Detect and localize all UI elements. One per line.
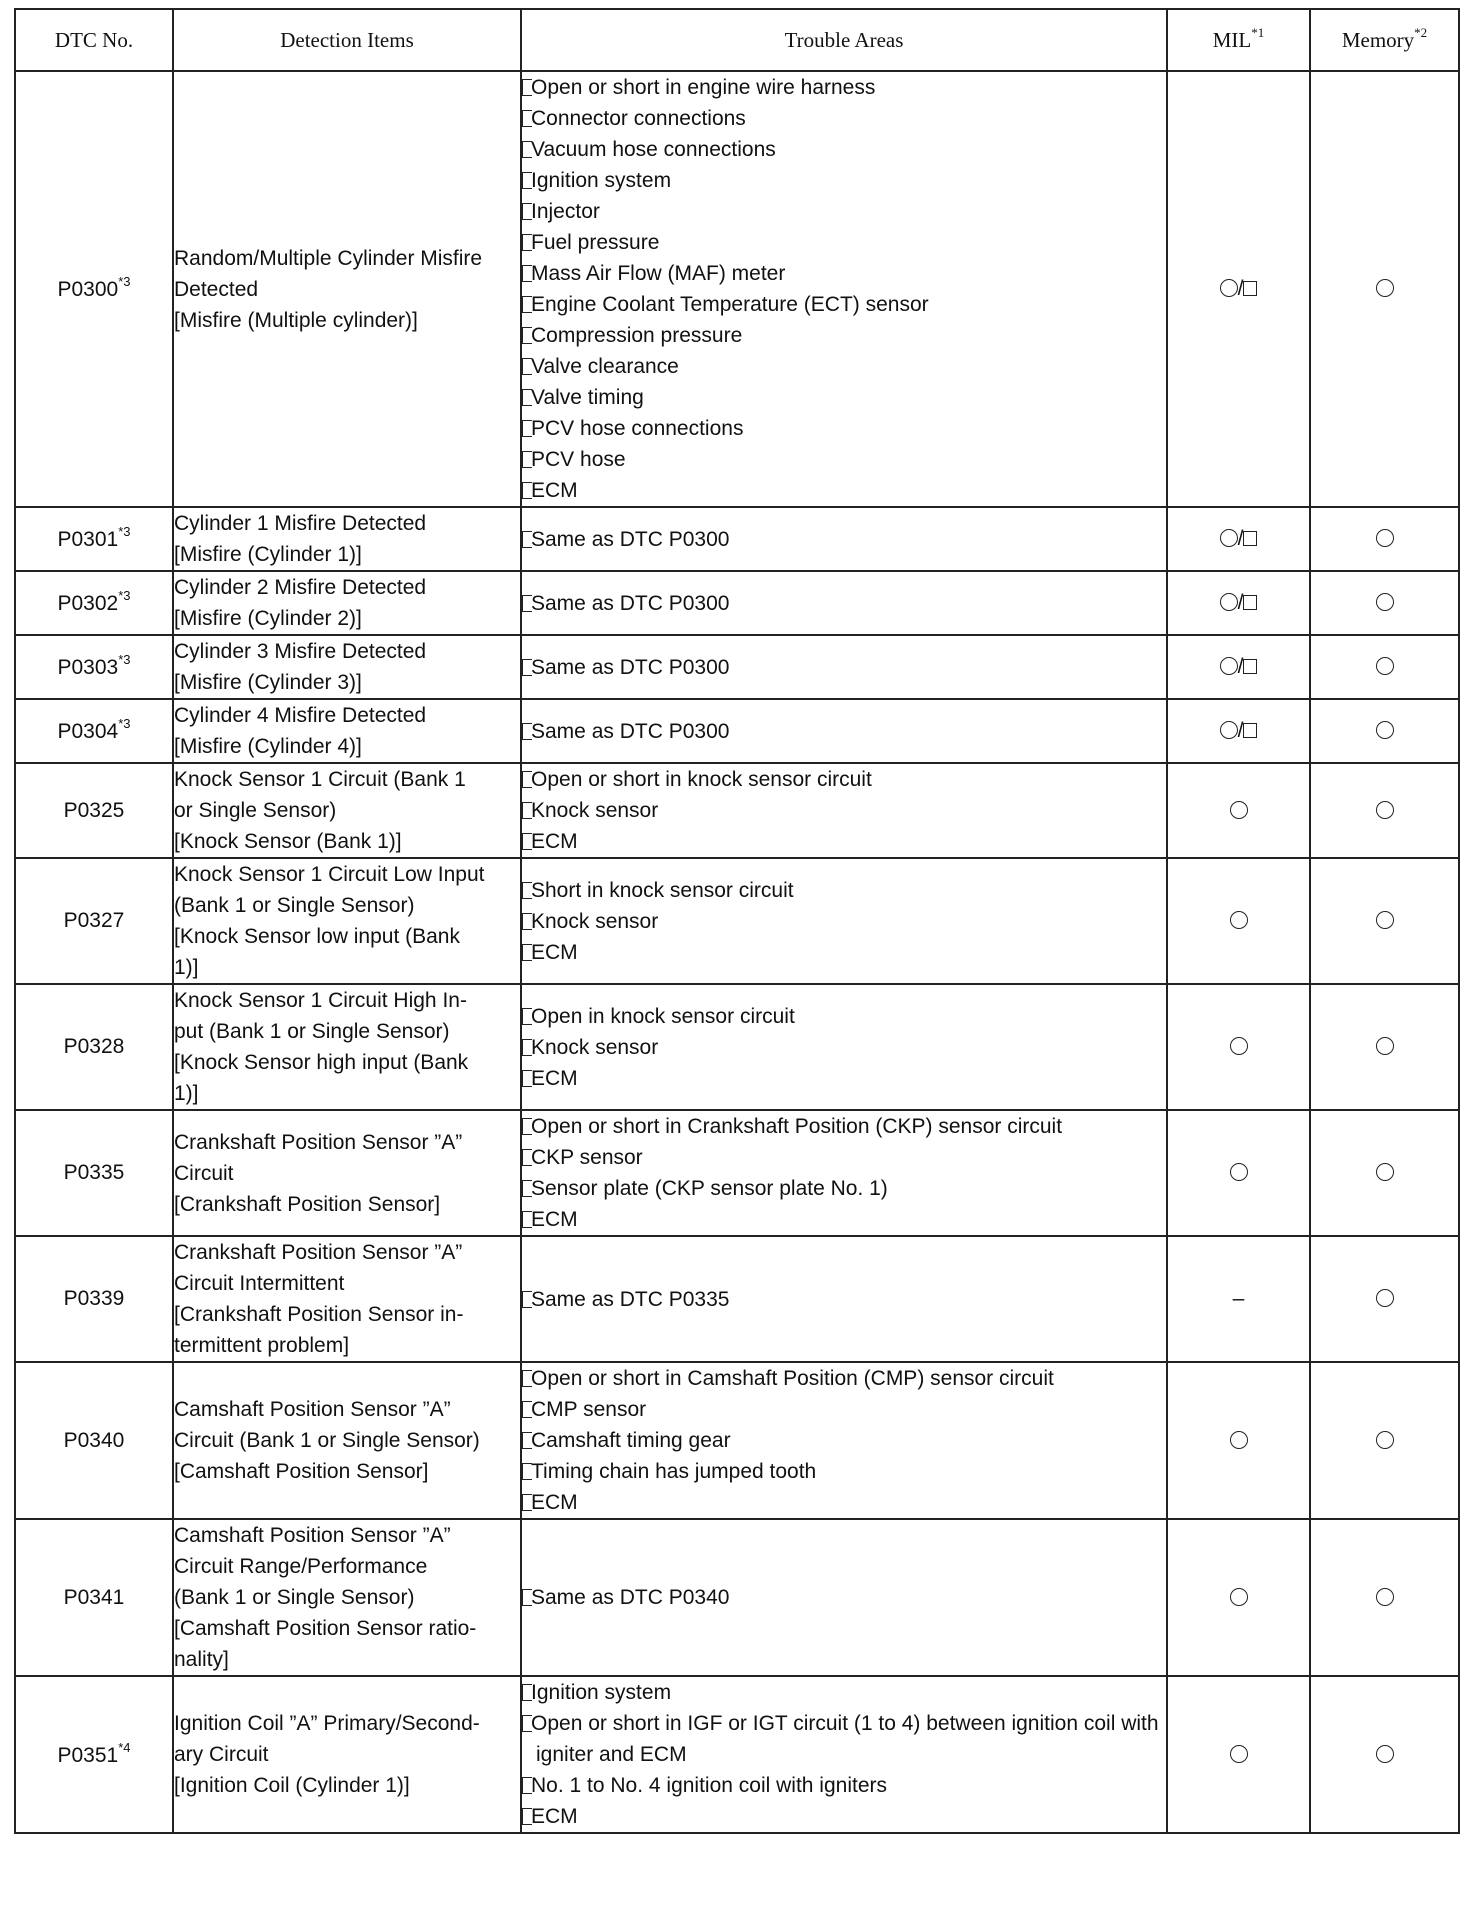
circle-icon	[1376, 593, 1394, 611]
dtc-code: P0339	[63, 1287, 125, 1310]
memory-mark	[1376, 1429, 1394, 1452]
detection-line: Camshaft Position Sensor ”A”	[174, 1524, 451, 1547]
trouble-item	[522, 475, 1166, 506]
trouble-item	[522, 875, 1166, 906]
trouble-item	[522, 1456, 1166, 1487]
memory-mark	[1376, 1586, 1394, 1609]
dtc-code: P0302	[57, 592, 119, 615]
trouble-item-text: Compression pressure	[531, 324, 743, 347]
trouble-item-text: Open or short in engine wire harness	[531, 76, 876, 99]
circle-icon	[1230, 1163, 1248, 1181]
detection-line: Circuit Intermittent	[174, 1272, 345, 1295]
trouble-item	[522, 937, 1166, 968]
mil-mark	[1230, 1035, 1248, 1058]
mil-cell	[1167, 507, 1310, 571]
detection-line: Knock Sensor 1 Circuit (Bank 1	[174, 768, 466, 791]
mil-mark	[1220, 655, 1258, 678]
circle-icon	[1220, 593, 1238, 611]
trouble-cell	[521, 1110, 1167, 1236]
trouble-item	[522, 1032, 1166, 1063]
slash-separator: /	[1237, 719, 1244, 742]
header-mil: MIL$^{*1}$	[1167, 9, 1310, 71]
trouble-cell	[521, 635, 1167, 699]
detection-cell	[173, 763, 521, 858]
trouble-item	[522, 1770, 1166, 1801]
mil-mark	[1233, 1287, 1245, 1310]
table-row	[15, 1236, 1459, 1362]
trouble-item-text: Knock sensor	[531, 1035, 659, 1059]
trouble-item	[522, 1487, 1166, 1518]
trouble-cell	[521, 71, 1167, 507]
memory-cell	[1310, 763, 1459, 858]
dtc-footnote: *3	[118, 652, 131, 667]
square-icon	[1243, 659, 1257, 674]
mil-mark	[1220, 591, 1258, 614]
trouble-item-text: Knock sensor	[531, 909, 659, 933]
mil-cell	[1167, 1676, 1310, 1833]
dtc-code: P0335	[63, 1161, 125, 1184]
trouble-item	[522, 1173, 1166, 1204]
trouble-item-text: Timing chain has jumped tooth	[531, 1460, 817, 1483]
mil-cell	[1167, 763, 1310, 858]
circle-icon	[1376, 801, 1394, 819]
dtc-code: P0301	[57, 528, 119, 551]
detection-line: termittent problem]	[174, 1334, 350, 1357]
dtc-cell	[15, 984, 173, 1110]
trouble-item-text: ECM	[531, 1805, 578, 1828]
trouble-item-text: Valve timing	[531, 386, 644, 409]
detection-cell	[173, 635, 521, 699]
trouble-item-text: Open or short in knock sensor circuit	[531, 768, 872, 791]
detection-line: Random/Multiple Cylinder Misfire	[174, 246, 483, 270]
mil-cell	[1167, 699, 1310, 763]
dtc-cell	[15, 571, 173, 635]
dtc-footnote: *4	[118, 1739, 131, 1755]
dtc-cell	[15, 507, 173, 571]
trouble-item-text: ECM	[531, 940, 578, 964]
detection-line: Detected	[174, 277, 259, 301]
trouble-item-text: ECM	[531, 830, 578, 853]
circle-icon	[1220, 529, 1238, 547]
trouble-item	[522, 72, 1166, 103]
circle-icon	[1376, 1588, 1394, 1606]
dtc-cell	[15, 1236, 173, 1362]
detection-line: [Camshaft Position Sensor ratio-	[174, 1617, 477, 1640]
memory-cell	[1310, 1676, 1459, 1833]
dtc-code: P0351	[57, 1743, 119, 1767]
trouble-item-text: Engine Coolant Temperature (ECT) sensor	[531, 293, 929, 316]
trouble-item	[522, 826, 1166, 857]
memory-cell	[1310, 507, 1459, 571]
table-row	[15, 635, 1459, 699]
circle-icon	[1230, 1588, 1248, 1606]
square-icon	[1243, 723, 1257, 738]
dash-mark: –	[1232, 1287, 1245, 1310]
circle-icon	[1376, 721, 1394, 739]
trouble-item	[522, 795, 1166, 826]
dtc-code: P0303	[57, 656, 119, 679]
dtc-cell	[15, 71, 173, 507]
detection-line: [Misfire (Cylinder 1)]	[174, 543, 362, 566]
header-detection-items: Detection Items	[173, 9, 521, 71]
table-row	[15, 858, 1459, 984]
detection-cell	[173, 858, 521, 984]
trouble-item	[522, 588, 1166, 619]
memory-mark	[1376, 655, 1394, 678]
mil-cell	[1167, 858, 1310, 984]
detection-cell	[173, 71, 521, 507]
mil-mark	[1220, 527, 1258, 550]
detection-line: [Ignition Coil (Cylinder 1)]	[174, 1774, 410, 1797]
detection-line: nality]	[174, 1648, 229, 1671]
memory-cell	[1310, 858, 1459, 984]
trouble-item	[522, 444, 1166, 475]
memory-mark	[1376, 591, 1394, 614]
trouble-item	[522, 1111, 1166, 1142]
table-row	[15, 1676, 1459, 1833]
trouble-item-text: Connector connections	[531, 107, 746, 130]
detection-cell	[173, 1519, 521, 1676]
trouble-item	[522, 1582, 1166, 1613]
mil-cell	[1167, 1362, 1310, 1519]
table-row	[15, 763, 1459, 858]
circle-icon	[1230, 1037, 1248, 1055]
memory-cell	[1310, 1236, 1459, 1362]
trouble-cell	[521, 858, 1167, 984]
detection-line: Ignition Coil ”A” Primary/Second-	[174, 1712, 480, 1735]
mil-mark	[1230, 1429, 1248, 1452]
detection-cell	[173, 571, 521, 635]
trouble-item	[522, 1425, 1166, 1456]
trouble-item	[522, 227, 1166, 258]
trouble-item	[522, 716, 1166, 747]
mil-mark	[1230, 1586, 1248, 1609]
detection-line: [Camshaft Position Sensor]	[174, 1460, 429, 1483]
trouble-item-text: Open or short in IGF or IGT circuit (1 to 4) between ignition coil with igniter and ECM	[531, 1712, 1159, 1766]
trouble-item-text: Open or short in Camshaft Position (CMP) sensor circuit	[531, 1367, 1054, 1390]
dtc-cell	[15, 1110, 173, 1236]
detection-line: [Crankshaft Position Sensor]	[174, 1192, 441, 1216]
dtc-cell	[15, 635, 173, 699]
trouble-item	[522, 103, 1166, 134]
circle-icon	[1376, 1163, 1394, 1181]
detection-line: Cylinder 1 Misfire Detected	[174, 512, 427, 535]
detection-line: 1)]	[174, 956, 199, 979]
trouble-item-text: ECM	[531, 1066, 578, 1090]
trouble-item	[522, 289, 1166, 320]
circle-icon	[1230, 801, 1248, 819]
circle-icon	[1376, 657, 1394, 675]
trouble-item-text: Same as DTC P0300	[531, 591, 730, 615]
memory-mark	[1376, 527, 1394, 550]
table-row	[15, 699, 1459, 763]
detection-line: Knock Sensor 1 Circuit Low Input	[174, 863, 485, 886]
mil-mark	[1230, 909, 1248, 932]
trouble-item-text: Vacuum hose connections	[531, 138, 776, 161]
trouble-item-text: Injector	[531, 200, 600, 223]
dtc-cell	[15, 763, 173, 858]
detection-line: (Bank 1 or Single Sensor)	[174, 894, 415, 917]
memory-cell	[1310, 571, 1459, 635]
memory-mark	[1376, 277, 1394, 300]
trouble-item-text: Short in knock sensor circuit	[531, 878, 794, 902]
detection-line: [Misfire (Cylinder 4)]	[174, 735, 362, 758]
dtc-code: P0328	[63, 1035, 125, 1058]
dtc-cell	[15, 858, 173, 984]
trouble-item-text: Ignition system	[531, 169, 672, 192]
trouble-item-text: Ignition system	[531, 1681, 672, 1704]
mil-mark	[1230, 1161, 1248, 1184]
detection-line: [Knock Sensor (Bank 1)]	[174, 830, 402, 853]
trouble-item-text: Open in knock sensor circuit	[531, 1004, 795, 1028]
trouble-item	[522, 1363, 1166, 1394]
slash-separator: /	[1237, 527, 1244, 550]
trouble-item-text: Sensor plate (CKP sensor plate No. 1)	[531, 1177, 888, 1200]
square-icon	[1243, 531, 1257, 546]
circle-icon	[1376, 911, 1394, 929]
memory-footnote: *2	[1414, 25, 1428, 40]
trouble-item-text: Mass Air Flow (MAF) meter	[531, 262, 786, 285]
square-icon	[1243, 595, 1257, 610]
detection-line: [Misfire (Cylinder 2)]	[174, 607, 362, 630]
dtc-code: P0304	[57, 720, 119, 743]
dtc-footnote: *3	[118, 524, 131, 539]
slash-separator: /	[1237, 277, 1244, 300]
detection-cell	[173, 507, 521, 571]
detection-line: Circuit (Bank 1 or Single Sensor)	[174, 1429, 480, 1452]
circle-icon	[1220, 721, 1238, 739]
trouble-item-text: CKP sensor	[531, 1146, 643, 1169]
memory-cell	[1310, 699, 1459, 763]
detection-line: Crankshaft Position Sensor ”A”	[174, 1241, 463, 1264]
trouble-item-text: ECM	[531, 1491, 578, 1514]
trouble-cell	[521, 1519, 1167, 1676]
memory-cell	[1310, 1519, 1459, 1676]
mil-cell	[1167, 71, 1310, 507]
trouble-cell	[521, 507, 1167, 571]
dtc-code: P0341	[63, 1585, 125, 1609]
trouble-item-text: Same as DTC P0335	[531, 1287, 730, 1311]
detection-cell	[173, 1236, 521, 1362]
trouble-item-text: Same as DTC P0300	[531, 719, 730, 743]
detection-line: [Misfire (Cylinder 3)]	[174, 671, 362, 694]
dtc-cell	[15, 1676, 173, 1833]
trouble-item	[522, 258, 1166, 289]
trouble-item-text: Fuel pressure	[531, 231, 660, 254]
circle-icon	[1220, 657, 1238, 675]
trouble-item	[522, 1801, 1166, 1832]
trouble-item	[522, 1284, 1166, 1315]
circle-icon	[1230, 911, 1248, 929]
trouble-item-text: No. 1 to No. 4 ignition coil with igniters	[531, 1774, 888, 1797]
detection-cell	[173, 699, 521, 763]
circle-icon	[1376, 1289, 1394, 1307]
detection-line: Circuit	[174, 1161, 234, 1185]
trouble-item	[522, 906, 1166, 937]
circle-icon	[1376, 1745, 1394, 1763]
trouble-cell	[521, 699, 1167, 763]
detection-line: [Misfire (Multiple cylinder)]	[174, 308, 418, 332]
trouble-item-text: Knock sensor	[531, 799, 659, 822]
trouble-item-text: Same as DTC P0300	[531, 655, 730, 679]
table-row	[15, 507, 1459, 571]
trouble-item	[522, 320, 1166, 351]
detection-line: Camshaft Position Sensor ”A”	[174, 1398, 451, 1421]
table-row	[15, 984, 1459, 1110]
trouble-item	[522, 413, 1166, 444]
dtc-footnote: *3	[118, 274, 131, 289]
memory-mark	[1376, 909, 1394, 932]
trouble-item-text: CMP sensor	[531, 1398, 647, 1421]
memory-cell	[1310, 1110, 1459, 1236]
dtc-code: P0325	[63, 798, 125, 822]
header-dtc-no: DTC No.	[15, 9, 173, 71]
memory-cell	[1310, 1362, 1459, 1519]
memory-mark	[1376, 1743, 1394, 1766]
table-row	[15, 1362, 1459, 1519]
mil-cell	[1167, 635, 1310, 699]
memory-mark	[1376, 1161, 1394, 1184]
trouble-item	[522, 196, 1166, 227]
slash-separator: /	[1237, 591, 1244, 614]
trouble-item-text: Same as DTC P0300	[531, 527, 730, 551]
circle-icon	[1376, 1037, 1394, 1055]
trouble-item	[522, 764, 1166, 795]
mil-cell	[1167, 1110, 1310, 1236]
memory-mark	[1376, 1035, 1394, 1058]
table-row	[15, 1519, 1459, 1676]
header-memory: Memory$^{*2}$	[1310, 9, 1459, 71]
trouble-cell	[521, 1676, 1167, 1833]
trouble-item	[522, 382, 1166, 413]
detection-line: ary Circuit	[174, 1743, 269, 1766]
mil-cell	[1167, 1236, 1310, 1362]
trouble-item	[522, 1063, 1166, 1094]
trouble-cell	[521, 571, 1167, 635]
circle-icon	[1376, 529, 1394, 547]
trouble-item	[522, 1204, 1166, 1235]
mil-cell	[1167, 984, 1310, 1110]
memory-cell	[1310, 984, 1459, 1110]
detection-line: put (Bank 1 or Single Sensor)	[174, 1020, 450, 1043]
slash-separator: /	[1237, 655, 1244, 678]
header-row	[15, 9, 1459, 71]
trouble-item	[522, 524, 1166, 555]
trouble-item	[522, 1001, 1166, 1032]
table-row	[15, 71, 1459, 507]
detection-line: Cylinder 2 Misfire Detected	[174, 576, 427, 599]
mil-mark	[1230, 1743, 1248, 1766]
trouble-cell	[521, 1362, 1167, 1519]
detection-line: (Bank 1 or Single Sensor)	[174, 1586, 415, 1609]
trouble-item-text: Same as DTC P0340	[531, 1586, 730, 1609]
dtc-code: P0327	[63, 909, 125, 932]
mil-footnote: *1	[1251, 25, 1265, 40]
trouble-item	[522, 134, 1166, 165]
detection-cell	[173, 984, 521, 1110]
detection-line: Circuit Range/Performance	[174, 1555, 428, 1578]
detection-line: Cylinder 4 Misfire Detected	[174, 704, 427, 727]
circle-icon	[1220, 279, 1238, 297]
trouble-item	[522, 165, 1166, 196]
mil-cell	[1167, 571, 1310, 635]
table-row	[15, 571, 1459, 635]
memory-mark	[1376, 719, 1394, 742]
trouble-item-text: ECM	[531, 1208, 578, 1231]
dtc-cell	[15, 1362, 173, 1519]
mil-mark	[1220, 277, 1258, 300]
detection-line: 1)]	[174, 1082, 199, 1105]
trouble-item-text: PCV hose	[531, 448, 626, 471]
trouble-item-text: PCV hose connections	[531, 417, 744, 440]
detection-line: [Crankshaft Position Sensor in-	[174, 1303, 464, 1326]
trouble-item	[522, 652, 1166, 683]
detection-line: Cylinder 3 Misfire Detected	[174, 640, 427, 663]
trouble-item	[522, 1677, 1166, 1708]
header-trouble-areas: Trouble Areas	[521, 9, 1167, 71]
mil-mark	[1220, 719, 1258, 742]
trouble-cell	[521, 1236, 1167, 1362]
mil-cell	[1167, 1519, 1310, 1676]
trouble-item	[522, 1708, 1166, 1770]
detection-cell	[173, 1362, 521, 1519]
detection-line: Crankshaft Position Sensor ”A”	[174, 1130, 463, 1154]
dtc-table	[14, 8, 1460, 1834]
trouble-cell	[521, 984, 1167, 1110]
dtc-cell	[15, 699, 173, 763]
table-row	[15, 1110, 1459, 1236]
circle-icon	[1230, 1745, 1248, 1763]
dtc-footnote: *3	[118, 716, 131, 731]
trouble-item-text: Camshaft timing gear	[531, 1429, 731, 1452]
detection-cell	[173, 1676, 521, 1833]
mil-mark	[1230, 799, 1248, 822]
detection-line: [Knock Sensor low input (Bank	[174, 925, 460, 948]
memory-mark	[1376, 799, 1394, 822]
dtc-footnote: *3	[118, 588, 131, 603]
circle-icon	[1376, 279, 1394, 297]
memory-cell	[1310, 635, 1459, 699]
trouble-item-text: Open or short in Crankshaft Position (CKP) sensor circuit	[531, 1115, 1063, 1138]
dtc-cell	[15, 1519, 173, 1676]
detection-line: [Knock Sensor high input (Bank	[174, 1051, 469, 1074]
circle-icon	[1376, 1431, 1394, 1449]
detection-cell	[173, 1110, 521, 1236]
dtc-code: P0340	[63, 1428, 125, 1452]
trouble-item	[522, 1142, 1166, 1173]
trouble-item	[522, 351, 1166, 382]
memory-mark	[1376, 1287, 1394, 1310]
detection-line: Knock Sensor 1 Circuit High In-	[174, 989, 467, 1012]
trouble-cell	[521, 763, 1167, 858]
trouble-item-text: ECM	[531, 479, 578, 502]
circle-icon	[1230, 1431, 1248, 1449]
dtc-code: P0300	[57, 278, 119, 301]
trouble-item-text: Valve clearance	[531, 355, 679, 378]
detection-line: or Single Sensor)	[174, 799, 337, 822]
trouble-item	[522, 1394, 1166, 1425]
square-icon	[1243, 281, 1257, 296]
memory-cell	[1310, 71, 1459, 507]
